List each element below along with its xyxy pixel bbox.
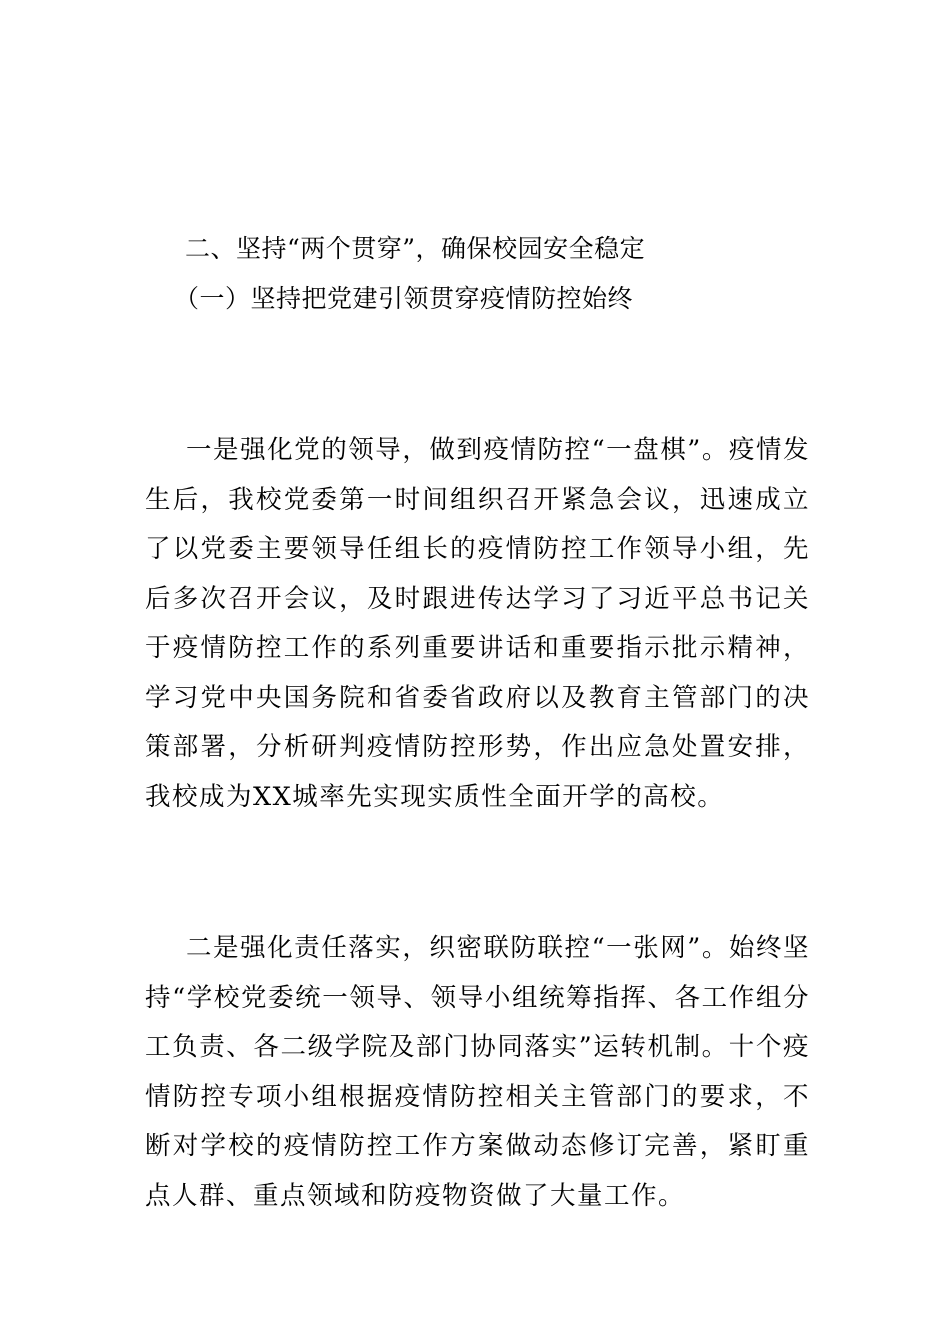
body-paragraph: 二是强化责任落实，织密联防联控“一张网”。始终坚持“学校党委统一领导、领导小组统筹指挥、各工作组分工负责、各二级学院及部门协同落实”运转机制。十个疫情防控专项小组根据疫情防控相关主管部门的要求，不断对学校的疫情防控工作方案做动态修订完善，紧盯重点人群、重点领域和防疫物资做了大量工作。 bbox=[145, 933, 810, 1211]
body-paragraph: 一是强化党的领导，做到疫情防控“一盘棋”。疫情发生后，我校党委第一时间组织召开紧急会议，迅速成立了以党委主要领导任组长的疫情防控工作领导小组，先后多次召开会议，及时跟进传达学习了习近平总书记关于疫情防控工作的系列重要讲话和重要指示批示精神，学习党中央国务院和省委省政府以及教育主管部门的决策部署，分析研判疫情防控形势，作出应急处置安排，我校成为XX城率先实现实质性全面开学的高校。 bbox=[145, 435, 810, 812]
section-heading: 二、坚持“两个贯穿”，确保校园安全稳定 bbox=[185, 234, 646, 263]
subsection-heading: （一）坚持把党建引领贯穿疫情防控始终 bbox=[174, 284, 634, 313]
